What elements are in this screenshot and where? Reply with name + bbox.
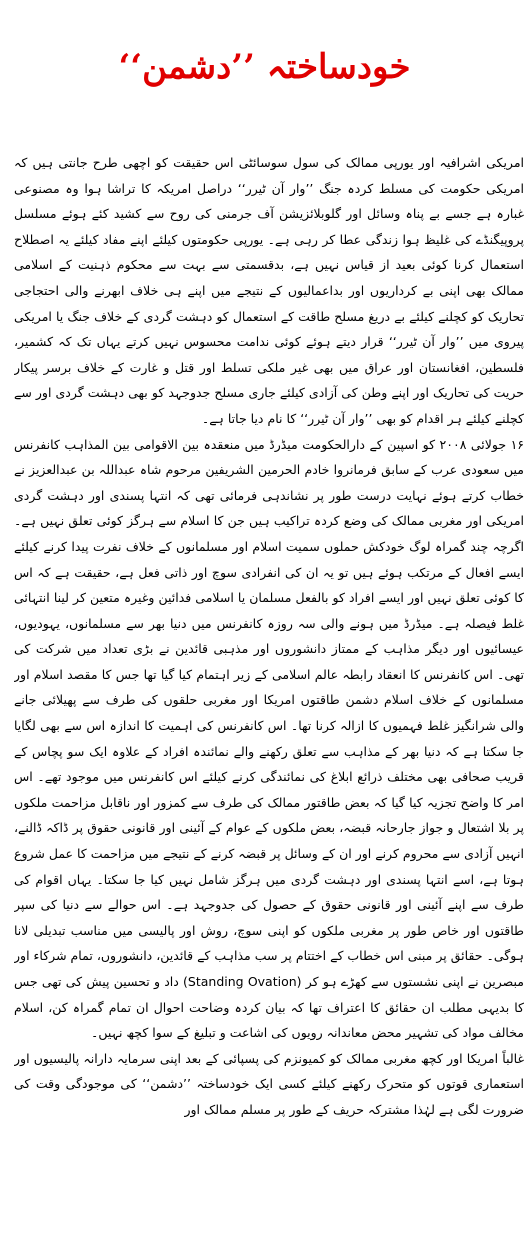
article-paragraph-1: امریکی اشرافیہ اور یورپی ممالک کی سول سوسائٹی اس حقیقت کو اچھی طرح جانتی ہیں کہ امریکی حکومت کی مسلط کردہ جنگ ’’وار آن ٹیرر‘‘ دراصل امریکہ کا تراشا ہوا وہ مصنوعی غبارہ ہے جسے بے پناہ وسائل اور گلوبلائزیشن آف جرمنی کی روح سے کشید کئے ہوئے مسلسل پروپیگنڈے کی غلیظ ہوا زندگی عطا کر رہی ہے۔ یورپی حکومتوں کیلئے اپنے مفاد کیلئے یہ اصطلاح استعمال کرنا کوئی بعید از قیاس نہیں ہے، بدقسمتی سے بہت سے محکوم ذہنیت کے اسلامی ممالک بھی اپنی بے کرداریوں اور بداعمالیوں کے نتیجے میں اپنے ہی خلاف ابھرنے والی احتجاجی تحاریک کو کچلنے کیلئے بے دریغ مسلح طاقت کے استعمال کو دہشت گردی کے خلاف جنگ یا امریکی پیروی میں ’’وار آن ٹیرر‘‘ قرار دیتے ہوئے کوئی ندامت محسوس نہیں کرتے یہاں تک کہ کشمیر، فلسطین، افغانستان اور عراق میں بھی غیر ملکی تسلط اور قتل و غارت کے خلاف برسر پیکار حریت کی تحاریک اور اپنے وطن کی آزادی کیلئے جاری مسلح جدوجہد کو بھی دہشت گردی اور سے کچلنے کیلئے ہر اقدام کو بھی ’’وار آن ٹیرر‘‘ کا نام دیا جاتا ہے۔: [14, 155, 524, 426]
article-title: خودساختہ ’’دشمن‘‘: [118, 46, 411, 87]
article-paragraph-3: غالباً امریکا اور کچھ مغربی ممالک کو کمیونزم کی پسپائی کے بعد اپنی سرمایہ دارانہ پالیسیوں اور استعماری قوتوں کو متحرک رکھنے کیلئے کسی ایک خودساختہ ’’دشمن‘‘ کی موجودگی وقت کی ضرورت لگی ہے لہٰذا مشترکہ حریف کے طور پر مسلم ممالک اور: [14, 1050, 524, 1117]
article-paragraph-2: ۱۶ جولائی ۲۰۰۸ کو اسپین کے دارالحکومت میڈرڈ میں منعقدہ بین الاقوامی بین المذاہب کانفرنس میں سعودی عرب کے سابق فرمانروا خادم الحرمین الشریفین مرحوم شاہ عبداللہ بن عبدالعزیز نے خطاب کرتے ہوئے نہایت درست طور پر نشاندہی فرمائی تھی کہ انتہا پسندی اور دہشت گردی امریکی اور مغربی ممالک کی وضع کردہ تراکیب ہیں جن کا اسلام سے ہرگز کوئی تعلق نہیں ہے۔ اگرچہ چند گمراہ لوگ خودکش حملوں سمیت اسلام اور مسلمانوں کے خلاف نفرت پیدا کرنے کیلئے ایسے افعال کے مرتکب ہوئے ہیں تو یہ ان کی انفرادی سوچ اور ذاتی فعل ہے، حقیقت ہے کہ اس کا کوئی تعلق نہیں اور ایسے افراد کو بالفعل مسلمان یا اسلامی فدائین وغیرہ متعین کر لینا انتہائی غلط فیصلہ ہے۔ میڈرڈ میں ہونے والی سہ روزہ کانفرنس میں دنیا بھر سے مسلمانوں، یہودیوں، عیسائیوں اور دیگر مذاہب کے ممتاز دانشوروں اور مذہبی قائدین نے بڑی تعداد میں شرکت کی تھی۔ اس کانفرنس کا انعقاد رابطہ عالم اسلامی کے زیر اہتمام کیا گیا تھا جس کا مقصد اسلام اور مسلمانوں کے خلاف اسلام دشمن طاقتوں امریکا اور مغربی حلقوں کی طرف سے پھیلائی جانے والی شرانگیز غلط فہمیوں کا ازالہ کرنا تھا۔ اس کانفرنس کی اہمیت کا اندازہ اس سے بھی لگایا جا سکتا ہے کہ دنیا بھر کے مذاہب سے تعلق رکھنے والے نمائندہ افراد کے علاوہ ایک سو پچاس کے قریب صحافی بھی مختلف ذرائع ابلاغ کی نمائندگی کرنے کیلئے اس کانفرنس میں موجود تھے۔ اس امر کا واضح تجزیہ کیا گیا کہ بعض طاقتور ممالک کی طرف سے کمزور اور ناقابل مزاحمت ملکوں پر بلا اشتعال و جواز جارحانہ قبضہ، بعض ملکوں کے عوام کے آئینی اور قانونی حقوق پر ڈاکہ ڈالنے، انہیں آزادی سے محروم کرنے اور ان کے وسائل پر قبضہ کرنے کے نتیجے میں مزاحمت کا عمل شروع ہوتا ہے، اسے انتہا پسندی اور دہشت گردی میں ہرگز شامل نہیں کیا جا سکتا۔ یہاں اقوام کی طرف سے اپنے آئینی اور قانونی حقوق کے حصول کی جدوجہد ہے۔ اس حوالے سے دنیا کی سپر طاقتوں اور خاص طور پر مغربی ملکوں کو اپنی سوچ، روش اور پالیسی میں مناسب تبدیلی لانا ہوگی۔ حقائق پر مبنی اس خطاب کے اختتام پر سب مذاہب کے قائدین، دانشوروں، تمام شرکاء اور مبصرین نے اپنی نشستوں سے کھڑے ہو کر (Standing Ovation) داد و تحسین پیش کی تھی جس کا بدیہی مطلب ان حقائق کا اعتراف تھا کہ بیان کردہ وضاحت احوال ان تمام گمراہ کن، اسلام مخالف مواد کی تشہیر محض معاندانہ رویوں کی اشاعت و تبلیغ کے سوا کچھ نہیں۔: [14, 436, 524, 1041]
article-body: [14, 150, 524, 1250]
